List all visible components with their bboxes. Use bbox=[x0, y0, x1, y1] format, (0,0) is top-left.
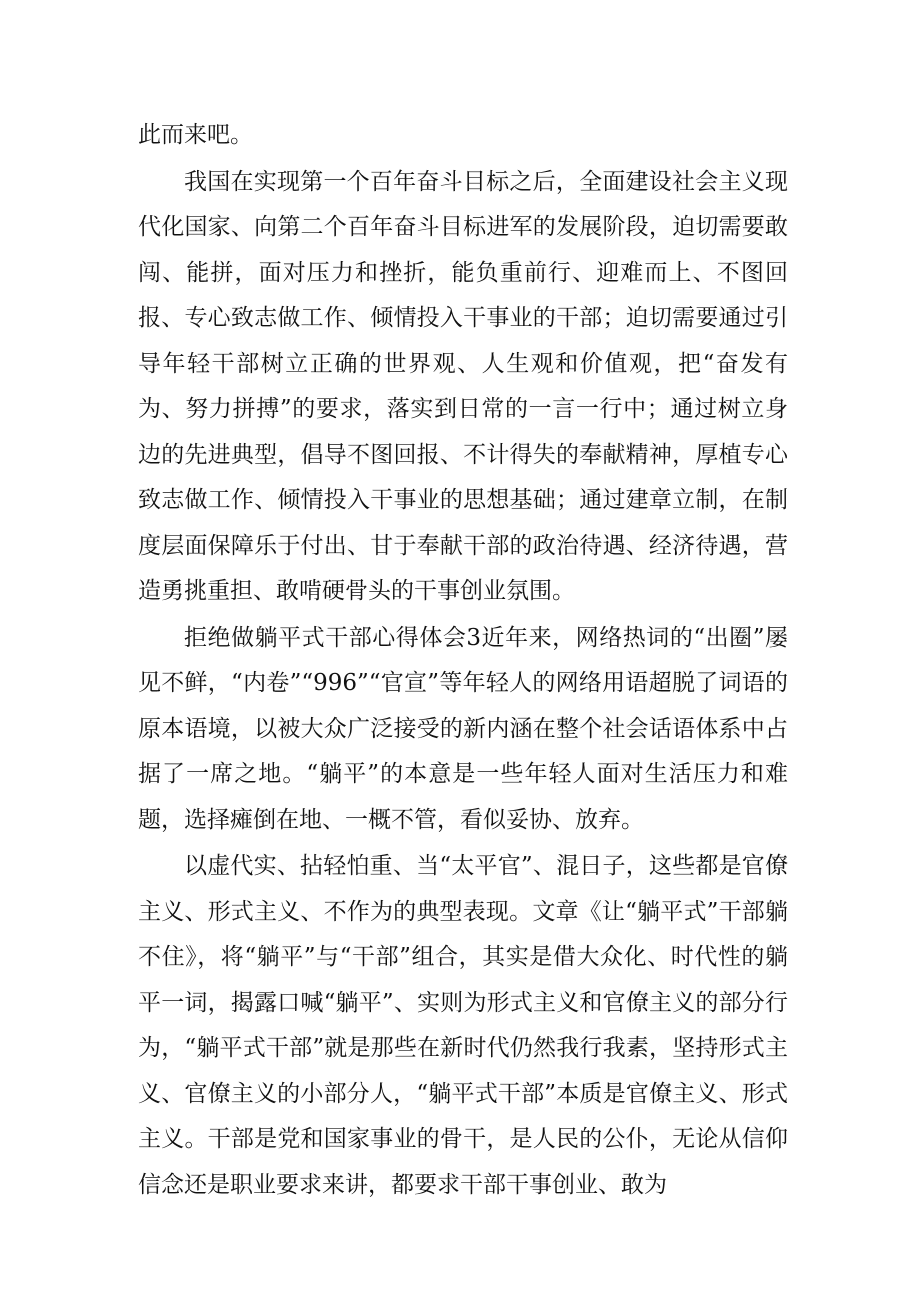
paragraph-3: 拒绝做躺平式干部心得体会3近年来，网络热词的“出圈”屡见不鲜，“内卷”“996”“官宣”等年轻人的网络用语超脱了词语的原本语境，以被大众广泛接受的新内涵在整个社会话语体系中占据了一席之地。“躺平”的本意是一些年轻人面对生活压力和难题，选择瘫倒在地、一概不管，看似妥协、放弃。 bbox=[138, 624, 788, 833]
paragraph-2: 我国在实现第一个百年奋斗目标之后，全面建设社会主义现代化国家、向第二个百年奋斗目标进军的发展阶段，迫切需要敢闯、能拼，面对压力和挫折，能负重前行、迎难而上、不图回报、专心致志做工作、倾情投入干事业的干部；迫切需要通过引导年轻干部树立正确的世界观、人生观和价值观，把“奋发有为、努力拼搏”的要求，落实到日常的一言一行中；通过树立身边的先进典型，倡导不图回报、不计得失的奉献精神，厚植专心致志做工作、倾情投入干事业的思想基础；通过建章立制，在制度层面保障乐于付出、甘于奉献干部的政治待遇、经济待遇，营造勇挑重担、敢啃硬骨头的干事创业氛围。 bbox=[138, 168, 788, 604]
document-body bbox=[138, 113, 788, 1209]
paragraph-4: 以虚代实、拈轻怕重、当“太平官”、混日子，这些都是官僚主义、形式主义、不作为的典型表现。文章《让“躺平式”干部躺不住》，将“躺平”与“干部”组合，其实是借大众化、时代性的躺平一词，揭露口喊“躺平”、实则为形式主义和官僚主义的部分行为，“躺平式干部”就是那些在新时代仍然我行我素，坚持形式主义、官僚主义的小部分人，“躺平式干部”本质是官僚主义、形式主义。干部是党和国家事业的骨干，是人民的公仆，无论从信仰信念还是职业要求来讲，都要求干部干事创业、敢为 bbox=[138, 853, 788, 1198]
paragraph-1: 此而来吧。 bbox=[138, 122, 253, 148]
